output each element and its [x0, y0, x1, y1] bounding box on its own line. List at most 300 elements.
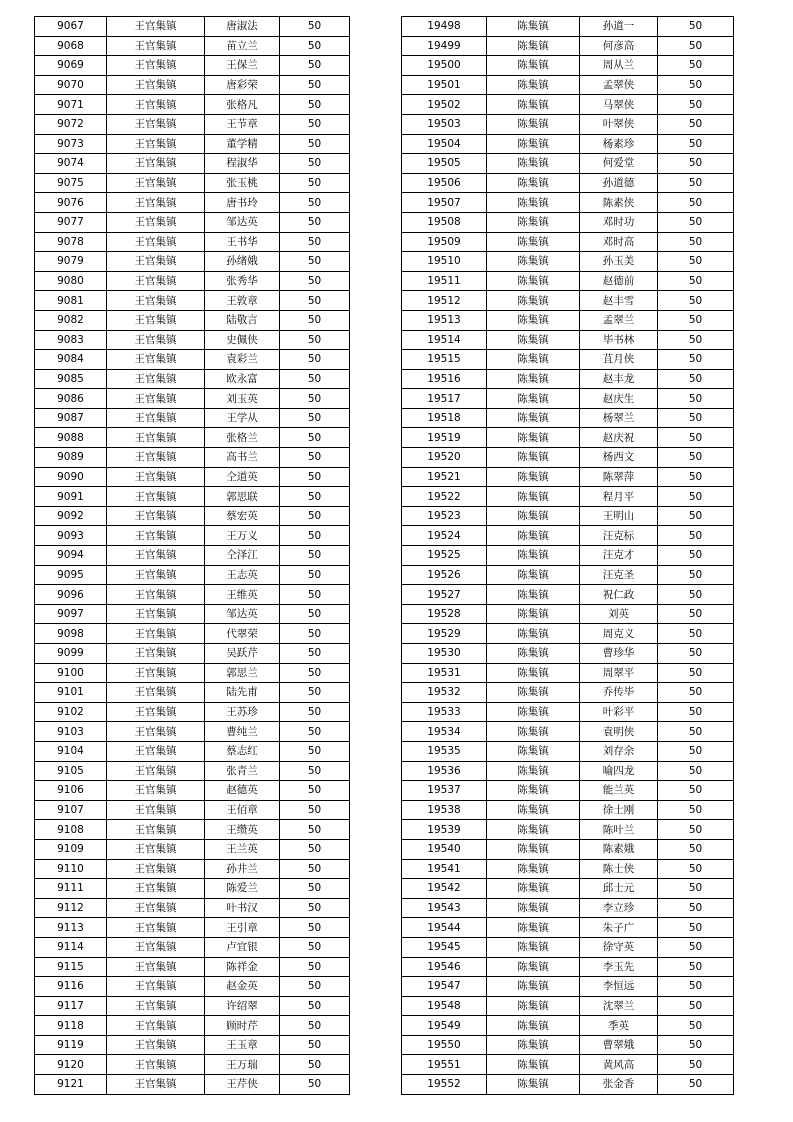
left-roster-body: [35, 17, 350, 1095]
township-cell: 王官集镇: [107, 1075, 205, 1095]
record-number-cell: 9106: [35, 781, 107, 801]
record-number-cell: 9099: [35, 644, 107, 664]
township-cell: 王官集镇: [107, 369, 205, 389]
table-row: [402, 722, 734, 742]
table-row: [402, 800, 734, 820]
table-row: [402, 75, 734, 95]
amount-cell: 50: [658, 937, 734, 957]
record-number-cell: 9090: [35, 467, 107, 487]
amount-cell: 50: [280, 232, 350, 252]
record-number-cell: 19543: [402, 898, 487, 918]
amount-cell: 50: [658, 820, 734, 840]
table-row: [35, 781, 350, 801]
person-name-cell: 程淑华: [205, 154, 280, 174]
person-name-cell: 乔传毕: [580, 683, 658, 703]
record-number-cell: 9112: [35, 898, 107, 918]
record-number-cell: 19535: [402, 741, 487, 761]
township-cell: 王官集镇: [107, 859, 205, 879]
table-row: [35, 310, 350, 330]
record-number-cell: 9105: [35, 761, 107, 781]
table-row: [402, 977, 734, 997]
amount-cell: 50: [658, 702, 734, 722]
record-number-cell: 9121: [35, 1075, 107, 1095]
record-number-cell: 19502: [402, 95, 487, 115]
table-row: [35, 1016, 350, 1036]
table-row: [402, 114, 734, 134]
table-row: [402, 996, 734, 1016]
township-cell: 王官集镇: [107, 957, 205, 977]
record-number-cell: 9089: [35, 448, 107, 468]
amount-cell: 50: [658, 350, 734, 370]
table-row: [402, 1016, 734, 1036]
person-name-cell: 袁明侠: [580, 722, 658, 742]
person-name-cell: 张秀华: [205, 271, 280, 291]
person-name-cell: 邓时高: [580, 232, 658, 252]
township-cell: 陈集镇: [487, 624, 580, 644]
table-row: [402, 252, 734, 272]
record-number-cell: 19508: [402, 212, 487, 232]
amount-cell: 50: [280, 36, 350, 56]
township-cell: 陈集镇: [487, 741, 580, 761]
record-number-cell: 19518: [402, 408, 487, 428]
person-name-cell: 吴跃芹: [205, 644, 280, 664]
township-cell: 王官集镇: [107, 1035, 205, 1055]
amount-cell: 50: [658, 173, 734, 193]
record-number-cell: 19545: [402, 937, 487, 957]
table-row: [35, 722, 350, 742]
record-number-cell: 19546: [402, 957, 487, 977]
amount-cell: 50: [658, 291, 734, 311]
table-row: [402, 291, 734, 311]
amount-cell: 50: [280, 781, 350, 801]
amount-cell: 50: [658, 546, 734, 566]
record-number-cell: 19503: [402, 114, 487, 134]
township-cell: 王官集镇: [107, 173, 205, 193]
record-number-cell: 19524: [402, 526, 487, 546]
table-row: [402, 134, 734, 154]
township-cell: 王官集镇: [107, 526, 205, 546]
township-cell: 王官集镇: [107, 683, 205, 703]
amount-cell: 50: [658, 996, 734, 1016]
person-name-cell: 赵丰雪: [580, 291, 658, 311]
amount-cell: 50: [658, 663, 734, 683]
record-number-cell: 19507: [402, 193, 487, 213]
amount-cell: 50: [280, 408, 350, 428]
township-cell: 陈集镇: [487, 1035, 580, 1055]
record-number-cell: 9120: [35, 1055, 107, 1075]
township-cell: 王官集镇: [107, 977, 205, 997]
person-name-cell: 陈爱兰: [205, 879, 280, 899]
person-name-cell: 李立珍: [580, 898, 658, 918]
township-cell: 王官集镇: [107, 193, 205, 213]
record-number-cell: 19552: [402, 1075, 487, 1095]
person-name-cell: 刘玉英: [205, 389, 280, 409]
person-name-cell: 汪克标: [580, 526, 658, 546]
person-name-cell: 孙道一: [580, 17, 658, 37]
township-cell: 王官集镇: [107, 565, 205, 585]
township-cell: 王官集镇: [107, 75, 205, 95]
table-row: [402, 154, 734, 174]
table-row: [402, 820, 734, 840]
person-name-cell: 王节章: [205, 114, 280, 134]
record-number-cell: 19530: [402, 644, 487, 664]
person-name-cell: 王明山: [580, 506, 658, 526]
person-name-cell: 刘英: [580, 604, 658, 624]
table-row: [35, 506, 350, 526]
person-name-cell: 李玉先: [580, 957, 658, 977]
person-name-cell: 季英: [580, 1016, 658, 1036]
township-cell: 陈集镇: [487, 957, 580, 977]
amount-cell: 50: [280, 114, 350, 134]
record-number-cell: 19501: [402, 75, 487, 95]
amount-cell: 50: [658, 722, 734, 742]
township-cell: 陈集镇: [487, 291, 580, 311]
person-name-cell: 袁彩兰: [205, 350, 280, 370]
amount-cell: 50: [280, 977, 350, 997]
person-name-cell: 陈翠萍: [580, 467, 658, 487]
record-number-cell: 19517: [402, 389, 487, 409]
person-name-cell: 唐淑法: [205, 17, 280, 37]
record-number-cell: 19516: [402, 369, 487, 389]
township-cell: 陈集镇: [487, 369, 580, 389]
record-number-cell: 9097: [35, 604, 107, 624]
township-cell: 陈集镇: [487, 859, 580, 879]
record-number-cell: 19526: [402, 565, 487, 585]
township-cell: 王官集镇: [107, 839, 205, 859]
table-row: [35, 839, 350, 859]
amount-cell: 50: [658, 1075, 734, 1095]
record-number-cell: 9115: [35, 957, 107, 977]
table-row: [402, 839, 734, 859]
table-row: [402, 17, 734, 37]
amount-cell: 50: [280, 291, 350, 311]
table-row: [35, 56, 350, 76]
table-row: [402, 173, 734, 193]
township-cell: 王官集镇: [107, 585, 205, 605]
amount-cell: 50: [658, 859, 734, 879]
amount-cell: 50: [658, 624, 734, 644]
record-number-cell: 19533: [402, 702, 487, 722]
amount-cell: 50: [658, 487, 734, 507]
record-number-cell: 9092: [35, 506, 107, 526]
record-number-cell: 9083: [35, 330, 107, 350]
record-number-cell: 9078: [35, 232, 107, 252]
amount-cell: 50: [280, 154, 350, 174]
record-number-cell: 19514: [402, 330, 487, 350]
township-cell: 陈集镇: [487, 898, 580, 918]
amount-cell: 50: [280, 702, 350, 722]
township-cell: 陈集镇: [487, 761, 580, 781]
amount-cell: 50: [658, 1016, 734, 1036]
township-cell: 陈集镇: [487, 389, 580, 409]
person-name-cell: 沈翠兰: [580, 996, 658, 1016]
amount-cell: 50: [280, 350, 350, 370]
record-number-cell: 19542: [402, 879, 487, 899]
record-number-cell: 9073: [35, 134, 107, 154]
record-number-cell: 9103: [35, 722, 107, 742]
table-row: [35, 291, 350, 311]
township-cell: 王官集镇: [107, 722, 205, 742]
table-row: [35, 977, 350, 997]
table-row: [35, 154, 350, 174]
table-row: [402, 95, 734, 115]
person-name-cell: 孙道德: [580, 173, 658, 193]
person-name-cell: 邓时功: [580, 212, 658, 232]
person-name-cell: 毕书林: [580, 330, 658, 350]
table-row: [35, 134, 350, 154]
amount-cell: 50: [658, 252, 734, 272]
amount-cell: 50: [280, 644, 350, 664]
record-number-cell: 9079: [35, 252, 107, 272]
table-row: [402, 781, 734, 801]
amount-cell: 50: [658, 604, 734, 624]
township-cell: 陈集镇: [487, 350, 580, 370]
table-row: [35, 448, 350, 468]
amount-cell: 50: [280, 389, 350, 409]
record-number-cell: 9117: [35, 996, 107, 1016]
record-number-cell: 19512: [402, 291, 487, 311]
person-name-cell: 郭思兰: [205, 663, 280, 683]
record-number-cell: 19538: [402, 800, 487, 820]
record-number-cell: 9093: [35, 526, 107, 546]
township-cell: 王官集镇: [107, 448, 205, 468]
person-name-cell: 蔡志红: [205, 741, 280, 761]
person-name-cell: 王引章: [205, 918, 280, 938]
table-row: [402, 1035, 734, 1055]
record-number-cell: 9086: [35, 389, 107, 409]
township-cell: 陈集镇: [487, 996, 580, 1016]
amount-cell: 50: [658, 644, 734, 664]
table-row: [35, 741, 350, 761]
table-row: [402, 369, 734, 389]
table-row: [35, 1035, 350, 1055]
table-row: [35, 859, 350, 879]
township-cell: 陈集镇: [487, 1075, 580, 1095]
record-number-cell: 9096: [35, 585, 107, 605]
township-cell: 陈集镇: [487, 75, 580, 95]
record-number-cell: 19525: [402, 546, 487, 566]
township-cell: 陈集镇: [487, 310, 580, 330]
table-row: [402, 271, 734, 291]
township-cell: 陈集镇: [487, 173, 580, 193]
amount-cell: 50: [280, 741, 350, 761]
township-cell: 陈集镇: [487, 134, 580, 154]
township-cell: 陈集镇: [487, 193, 580, 213]
record-number-cell: 9088: [35, 428, 107, 448]
amount-cell: 50: [280, 996, 350, 1016]
township-cell: 王官集镇: [107, 487, 205, 507]
table-row: [402, 56, 734, 76]
township-cell: 王官集镇: [107, 781, 205, 801]
table-row: [402, 212, 734, 232]
person-name-cell: 王书华: [205, 232, 280, 252]
record-number-cell: 9113: [35, 918, 107, 938]
township-cell: 陈集镇: [487, 702, 580, 722]
amount-cell: 50: [280, 271, 350, 291]
table-row: [402, 565, 734, 585]
table-row: [35, 232, 350, 252]
amount-cell: 50: [658, 389, 734, 409]
table-row: [402, 663, 734, 683]
person-name-cell: 苗立兰: [205, 36, 280, 56]
record-number-cell: 19529: [402, 624, 487, 644]
table-row: [402, 232, 734, 252]
amount-cell: 50: [280, 17, 350, 37]
table-row: [402, 467, 734, 487]
township-cell: 陈集镇: [487, 330, 580, 350]
table-row: [402, 644, 734, 664]
amount-cell: 50: [280, 467, 350, 487]
table-row: [35, 17, 350, 37]
amount-cell: 50: [280, 448, 350, 468]
table-row: [35, 114, 350, 134]
table-row: [35, 683, 350, 703]
amount-cell: 50: [280, 761, 350, 781]
person-name-cell: 徐守英: [580, 937, 658, 957]
table-row: [402, 1075, 734, 1095]
table-row: [35, 565, 350, 585]
record-number-cell: 19531: [402, 663, 487, 683]
amount-cell: 50: [280, 252, 350, 272]
person-name-cell: 唐书玲: [205, 193, 280, 213]
person-name-cell: 孟翠兰: [580, 310, 658, 330]
person-name-cell: 喻四龙: [580, 761, 658, 781]
township-cell: 王官集镇: [107, 546, 205, 566]
township-cell: 王官集镇: [107, 506, 205, 526]
person-name-cell: 赵丰龙: [580, 369, 658, 389]
person-name-cell: 李恒远: [580, 977, 658, 997]
table-row: [35, 212, 350, 232]
record-number-cell: 9076: [35, 193, 107, 213]
table-row: [35, 75, 350, 95]
township-cell: 陈集镇: [487, 95, 580, 115]
person-name-cell: 赵庆祝: [580, 428, 658, 448]
table-row: [35, 271, 350, 291]
township-cell: 王官集镇: [107, 428, 205, 448]
record-number-cell: 9102: [35, 702, 107, 722]
amount-cell: 50: [658, 330, 734, 350]
person-name-cell: 顾时芹: [205, 1016, 280, 1036]
amount-cell: 50: [658, 232, 734, 252]
record-number-cell: 9081: [35, 291, 107, 311]
township-cell: 陈集镇: [487, 937, 580, 957]
table-row: [402, 310, 734, 330]
amount-cell: 50: [280, 957, 350, 977]
record-number-cell: 9108: [35, 820, 107, 840]
record-number-cell: 19547: [402, 977, 487, 997]
township-cell: 陈集镇: [487, 722, 580, 742]
person-name-cell: 孟翠侠: [580, 75, 658, 95]
township-cell: 王官集镇: [107, 310, 205, 330]
table-row: [402, 585, 734, 605]
person-name-cell: 何爱堂: [580, 154, 658, 174]
person-name-cell: 赵庆生: [580, 389, 658, 409]
amount-cell: 50: [658, 918, 734, 938]
township-cell: 陈集镇: [487, 1055, 580, 1075]
person-name-cell: 王学从: [205, 408, 280, 428]
record-number-cell: 19541: [402, 859, 487, 879]
township-cell: 陈集镇: [487, 408, 580, 428]
amount-cell: 50: [658, 134, 734, 154]
township-cell: 陈集镇: [487, 212, 580, 232]
record-number-cell: 9095: [35, 565, 107, 585]
table-row: [35, 350, 350, 370]
person-name-cell: 王万瑞: [205, 1055, 280, 1075]
person-name-cell: 汪克才: [580, 546, 658, 566]
amount-cell: 50: [280, 918, 350, 938]
person-name-cell: 曹珍华: [580, 644, 658, 664]
record-number-cell: 9077: [35, 212, 107, 232]
amount-cell: 50: [280, 683, 350, 703]
amount-cell: 50: [280, 839, 350, 859]
person-name-cell: 黄风高: [580, 1055, 658, 1075]
person-name-cell: 朱子广: [580, 918, 658, 938]
person-name-cell: 陈士侠: [580, 859, 658, 879]
township-cell: 王官集镇: [107, 232, 205, 252]
person-name-cell: 邱士元: [580, 879, 658, 899]
person-name-cell: 王玉章: [205, 1035, 280, 1055]
table-row: [402, 624, 734, 644]
table-row: [402, 741, 734, 761]
table-row: [35, 526, 350, 546]
record-number-cell: 9110: [35, 859, 107, 879]
township-cell: 陈集镇: [487, 820, 580, 840]
person-name-cell: 能兰英: [580, 781, 658, 801]
record-number-cell: 19544: [402, 918, 487, 938]
record-number-cell: 9107: [35, 800, 107, 820]
table-row: [35, 800, 350, 820]
table-row: [35, 487, 350, 507]
township-cell: 陈集镇: [487, 1016, 580, 1036]
amount-cell: 50: [280, 173, 350, 193]
person-name-cell: 王缵英: [205, 820, 280, 840]
person-name-cell: 孙井兰: [205, 859, 280, 879]
person-name-cell: 周克义: [580, 624, 658, 644]
amount-cell: 50: [658, 369, 734, 389]
amount-cell: 50: [658, 957, 734, 977]
amount-cell: 50: [658, 467, 734, 487]
person-name-cell: 张金香: [580, 1075, 658, 1095]
township-cell: 王官集镇: [107, 937, 205, 957]
person-name-cell: 何彦高: [580, 36, 658, 56]
amount-cell: 50: [658, 800, 734, 820]
record-number-cell: 19500: [402, 56, 487, 76]
amount-cell: 50: [280, 526, 350, 546]
township-cell: 陈集镇: [487, 271, 580, 291]
record-number-cell: 9067: [35, 17, 107, 37]
table-row: [35, 898, 350, 918]
township-cell: 王官集镇: [107, 134, 205, 154]
township-cell: 陈集镇: [487, 604, 580, 624]
person-name-cell: 陈素侠: [580, 193, 658, 213]
amount-cell: 50: [658, 741, 734, 761]
table-row: [35, 1055, 350, 1075]
person-name-cell: 杨西文: [580, 448, 658, 468]
record-number-cell: 19551: [402, 1055, 487, 1075]
table-row: [402, 487, 734, 507]
township-cell: 陈集镇: [487, 918, 580, 938]
person-name-cell: 邹达英: [205, 604, 280, 624]
amount-cell: 50: [280, 937, 350, 957]
township-cell: 王官集镇: [107, 212, 205, 232]
amount-cell: 50: [658, 95, 734, 115]
township-cell: 陈集镇: [487, 800, 580, 820]
township-cell: 陈集镇: [487, 506, 580, 526]
table-row: [35, 193, 350, 213]
person-name-cell: 赵德英: [205, 781, 280, 801]
township-cell: 陈集镇: [487, 17, 580, 37]
person-name-cell: 刘存余: [580, 741, 658, 761]
